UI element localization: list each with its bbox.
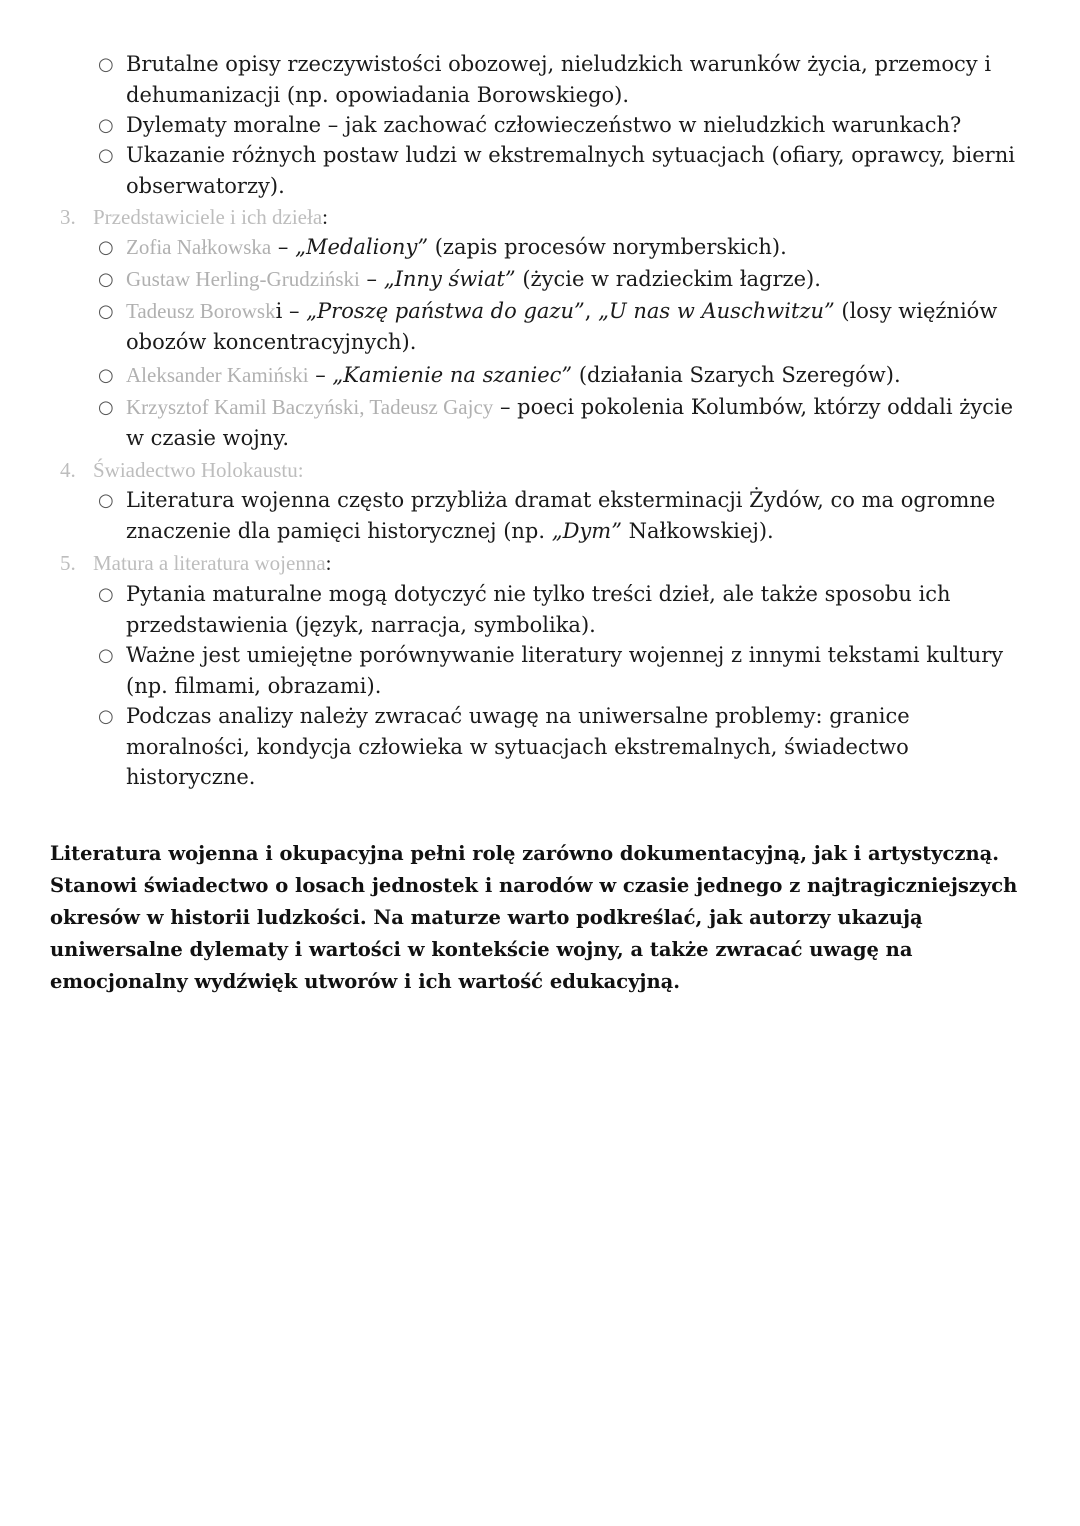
bullet-icon: ○ [98,237,114,258]
summary-paragraph: Literatura wojenna i okupacyjna pełni rolę zarówno dokumentacyjną, jak i artystyczną. Stanowi świadectwo o losach jednostek i narodów w czasie jednego z najtragiczniejszych okresów w historii ludzkości. Na maturze warto podkreślać, jak autorzy ukazują uniwersalne dylematy i wartości w kontekście wojny, a także zwracać uwagę na emocjonalny wydźwięk utworów i ich wartość edukacyjną. [50,842,1018,993]
list-item: Ważne jest umiejętne porównywanie literatury wojennej z innymi tekstami kultury (np. filmami, obrazami). [126,643,1004,698]
list-item: Aleksander Kamiński – „Kamienie na szaniec” (działania Szarych Szeregów). [126,363,901,387]
section-heading: Przedstawiciele i ich dzieła: [93,205,328,229]
bullet-icon: ○ [98,301,114,322]
section-number: 5. [60,551,76,575]
bullet-icon: ○ [98,490,114,511]
bullet-icon: ○ [98,145,114,166]
section-heading: Świadectwo Holokaustu: [93,458,304,482]
bullet-icon: ○ [98,269,114,290]
bullet-icon: ○ [98,706,114,727]
list-item: Ukazanie różnych postaw ludzi w ekstremalnych sytuacjach (ofiary, oprawcy, bierni obserwatorzy). [126,143,1015,198]
list-item: Gustaw Herling-Grudziński – „Inny świat” (życie w radzieckim łagrze). [126,267,821,291]
list-item: Literatura wojenna często przybliża dramat eksterminacji Żydów, co ma ogromne znaczenie dla pamięci historycznej (np. „Dym” Nałkowskiej). [126,488,996,543]
bullet-icon: ○ [98,365,114,386]
bullet-icon: ○ [98,397,114,418]
bullet-icon: ○ [98,54,114,75]
list-item: Zofia Nałkowska – „Medaliony” (zapis procesów norymberskich). [126,235,787,259]
list-item: Pytania maturalne mogą dotyczyć nie tylko treści dzieł, ale także sposobu ich przedstawienia (język, narracja, symbolika). [126,582,951,637]
list-item: Brutalne opisy rzeczywistości obozowej, nieludzkich warunków życia, przemocy i dehumanizacji (np. opowiadania Borowskiego). [126,52,992,107]
list-item: Tadeusz Borowski – „Proszę państwa do gazu”, „U nas w Auschwitzu” (losy więźniów obozów koncentracyjnych). [126,299,998,354]
section-number: 3. [60,205,76,229]
bullet-icon: ○ [98,645,114,666]
list-item: Podczas analizy należy zwracać uwagę na uniwersalne problemy: granice moralności, kondycja człowieka w sytuacjach ekstremalnych, świadectwo historyczne. [126,704,910,789]
section-number: 4. [60,458,76,482]
bullet-icon: ○ [98,584,114,605]
list-item: Krzysztof Kamil Baczyński, Tadeusz Gajcy – poeci pokolenia Kolumbów, którzy oddali życie w czasie wojny. [126,395,1014,450]
section-heading: Matura a literatura wojenna: [93,551,332,575]
bullet-icon: ○ [98,115,114,136]
list-item: Dylematy moralne – jak zachować człowieczeństwo w nieludzkich warunkach? [126,113,962,137]
